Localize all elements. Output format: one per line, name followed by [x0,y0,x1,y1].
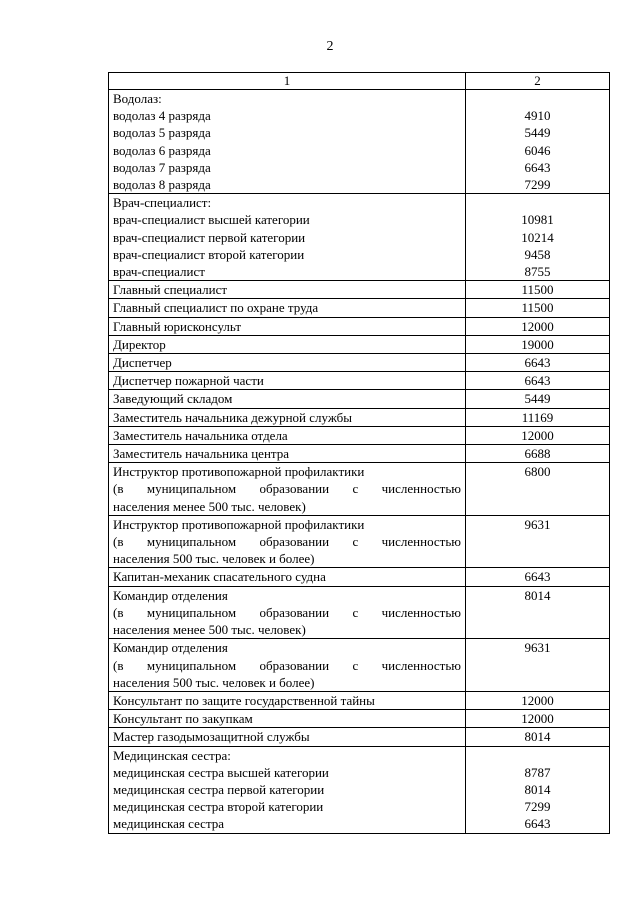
salary-cell [466,335,610,353]
salary-value: 6800 [524,464,551,480]
salary-value: 11500 [521,282,554,298]
table-row [109,354,610,372]
position-name-line: населения менее 500 тыс. человек) [113,622,306,638]
position-cell [109,281,466,299]
position-cell [109,639,466,692]
table-row [109,299,610,317]
position-name-line: водолаз 8 разряда [113,177,211,193]
position-name-line: (в муниципальном образовании с численностью [113,534,461,550]
salary-cell [466,463,610,516]
position-cell [109,691,466,709]
salary-cell [466,299,610,317]
salary-value: 10214 [521,229,554,245]
salary-cell [466,90,610,194]
salary-value: 12000 [521,427,554,443]
salary-cell [466,317,610,335]
position-name-line: медицинская сестра второй категории [113,799,324,815]
position-name-line: медицинская сестра [113,816,225,832]
table-row [109,317,610,335]
position-name-line: Консультант по закупкам [113,711,253,727]
salary-value: 6643 [524,355,551,371]
position-name-line: (в муниципальном образовании с численностью [113,481,461,497]
position-name-line: водолаз 6 разряда [113,142,211,158]
position-name-line: Диспетчер пожарной части [113,373,264,389]
salary-cell [466,515,610,568]
salary-cell [466,568,610,586]
position-cell [109,728,466,746]
position-name-line: Инструктор противопожарной профилактики [113,516,365,532]
position-name-line: Заместитель начальника отдела [113,427,288,443]
salary-value: 8755 [524,264,551,280]
position-name-line: Медицинская сестра: [113,747,231,763]
position-cell [109,586,466,639]
page-number: 2 [326,39,334,54]
salary-cell [466,710,610,728]
position-cell [109,710,466,728]
salary-value [470,747,605,764]
salary-cell [466,194,610,281]
position-cell [109,515,466,568]
position-name-line: Консультант по защите государственной тайны [113,692,375,708]
position-name-line: (в муниципальном образовании с численностью [113,657,461,673]
column-header-salary: 2 [466,73,610,90]
column-header-position: 1 [109,73,466,90]
salary-cell [466,408,610,426]
table-row [109,728,610,746]
position-name-line: населения 500 тыс. человек и более) [113,674,315,690]
position-name-line: Главный специалист [113,282,228,298]
salary-value [470,90,605,107]
position-name-line: Врач-специалист: [113,195,212,211]
position-cell [109,568,466,586]
table-row [109,90,610,194]
position-name-line: Главный специалист по охране труда [113,300,319,316]
table-row [109,281,610,299]
table-row [109,335,610,353]
position-cell [109,299,466,317]
salary-value: 6643 [524,373,551,389]
salary-cell [466,639,610,692]
salary-value: 4910 [524,108,551,124]
position-name-line: водолаз 5 разряда [113,125,211,141]
position-name-line: Диспетчер [113,355,172,371]
salary-value: 5449 [524,125,551,141]
table-row [109,408,610,426]
position-cell [109,463,466,516]
salary-value: 10981 [521,212,554,228]
table-row [109,746,610,833]
salary-cell [466,426,610,444]
position-name-line: Инструктор противопожарной профилактики [113,464,365,480]
position-name-line: врач-специалист высшей категории [113,212,310,228]
salary-value: 9631 [524,640,551,656]
table-row [109,568,610,586]
salary-value: 8014 [524,781,551,797]
table-row [109,710,610,728]
salary-value: 6643 [524,159,551,175]
salary-value: 6643 [524,569,551,585]
salary-cell [466,281,610,299]
salary-value: 11500 [521,300,554,316]
salary-cell [466,354,610,372]
salary-value: 6643 [524,816,551,832]
table-row [109,445,610,463]
table-row [109,515,610,568]
position-name-line: Заместитель начальника центра [113,446,290,462]
salary-value: 5449 [524,391,551,407]
position-name-line: Заместитель начальника дежурной службы [113,409,353,425]
salary-value: 7299 [524,177,551,192]
position-name-line: Директор [113,336,166,352]
position-name-line: населения 500 тыс. человек и более) [113,551,315,567]
salary-cell [466,586,610,639]
position-cell [109,335,466,353]
salary-cell [466,728,610,746]
salary-table [108,72,610,834]
position-name-line: медицинская сестра первой категории [113,781,325,797]
salary-value: 12000 [521,692,554,708]
salary-value: 19000 [521,336,554,352]
position-cell [109,354,466,372]
salary-value: 9458 [524,246,551,262]
table-row [109,372,610,390]
position-name-line: Заведующий складом [113,391,233,407]
table-row [109,426,610,444]
salary-value [470,194,605,211]
salary-value: 6046 [524,142,551,158]
table-body [109,90,610,834]
salary-value: 8014 [524,587,551,603]
salary-cell [466,390,610,408]
position-name-line: врач-специалист первой категории [113,229,306,245]
salary-value: 8787 [524,764,551,780]
position-name-line: водолаз 4 разряда [113,108,211,124]
table-row [109,194,610,281]
position-cell [109,194,466,281]
position-name-line: Командир отделения [113,640,228,656]
position-cell [109,317,466,335]
salary-value: 12000 [521,318,554,334]
salary-value: 11169 [521,409,554,425]
position-cell [109,746,466,833]
position-name-line: врач-специалист [113,264,205,280]
position-name-line: медицинская сестра высшей категории [113,764,329,780]
table-row [109,586,610,639]
salary-value: 12000 [521,711,554,727]
position-name-line: Капитан-механик спасательного судна [113,569,326,585]
salary-value: 8014 [524,729,551,745]
salary-cell [466,372,610,390]
salary-value: 9631 [524,516,551,532]
position-cell [109,372,466,390]
position-name-line: Водолаз: [113,91,162,106]
position-cell [109,90,466,194]
salary-value: 7299 [524,799,551,815]
table-row [109,463,610,516]
table-row [109,639,610,692]
salary-cell [466,445,610,463]
position-name-line: (в муниципальном образовании с численностью [113,604,461,620]
position-name-line: Командир отделения [113,587,228,603]
position-cell [109,445,466,463]
position-cell [109,390,466,408]
salary-cell [466,691,610,709]
salary-value: 6688 [524,446,551,462]
position-name-line: врач-специалист второй категории [113,246,305,262]
position-name-line: населения менее 500 тыс. человек) [113,498,306,514]
position-name-line: Мастер газодымозащитной службы [113,729,310,745]
position-cell [109,408,466,426]
position-cell [109,426,466,444]
salary-cell [466,746,610,833]
table-row [109,390,610,408]
position-name-line: водолаз 7 разряда [113,159,211,175]
table-row [109,691,610,709]
position-name-line: Главный юрисконсульт [113,318,242,334]
table-header-row [109,73,610,90]
